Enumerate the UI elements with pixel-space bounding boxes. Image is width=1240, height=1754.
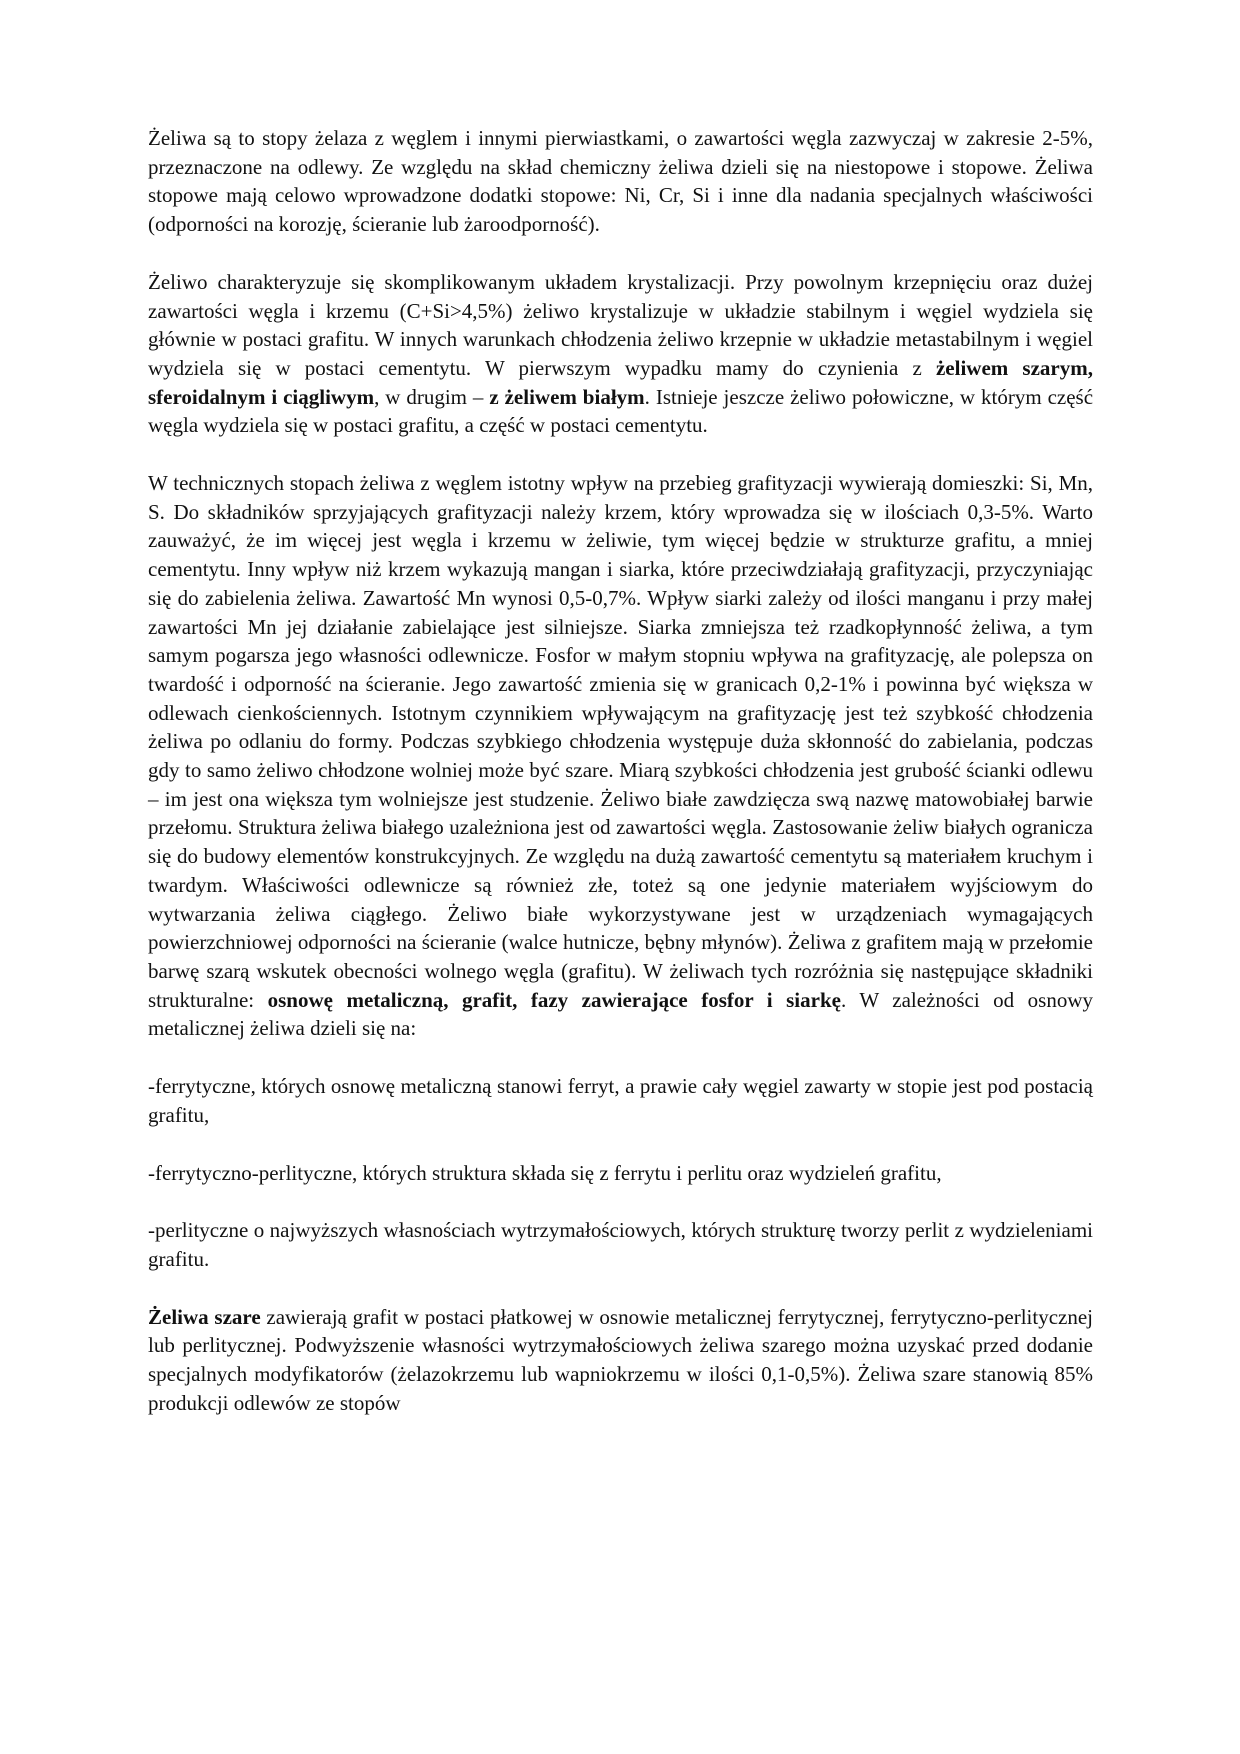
text-run: -ferrytyczne, których osnowę metaliczną stanowi ferryt, a prawie cały węgiel zawarty w stopie jest pod postacią grafitu, xyxy=(148,1074,1093,1127)
paragraph xyxy=(148,1072,1093,1129)
paragraph xyxy=(148,124,1093,239)
paragraph xyxy=(148,1303,1093,1418)
paragraph xyxy=(148,268,1093,440)
bold-text: osnowę metaliczną, grafit, fazy zawierające fosfor i siarkę xyxy=(267,987,841,1012)
paragraph xyxy=(148,469,1093,1043)
text-run: zawierają grafit w postaci płatkowej w osnowie metalicznej ferrytycznej, ferrytyczno-perlitycznej lub perlitycznej. Podwyższenie własności wytrzymałościowych żeliwa szarego można uzyskać przed dodanie specjalnych modyfikatorów (żelazokrzemu lub wapniokrzemu w ilości 0,1-0,5%). Żeliwa szare stanowią 85% produkcji odlewów ze stopów xyxy=(148,1304,1093,1415)
bold-text: z żeliwem białym xyxy=(489,384,645,409)
text-run: -ferrytyczno-perlityczne, których struktura składa się z ferrytu i perlitu oraz wydzieleń grafitu, xyxy=(148,1160,942,1185)
bold-text: Żeliwa szare xyxy=(148,1304,261,1329)
text-run: Żeliwo charakteryzuje się skomplikowanym układem krystalizacji. Przy powolnym krzepnięciu oraz dużej zawartości węgla i krzemu (C+Si>4,5%) żeliwo krystalizuje w układzie stabilnym i węgiel wydziela się głównie w postaci grafitu. W innych warunkach chłodzenia żeliwo krzepnie w układzie metastabilnym i węgiel wydziela się w postaci cementytu. W pierwszym wypadku mamy do czynienia z xyxy=(148,269,1093,380)
text-run: . W zależności od osnowy metalicznej żeliwa dzieli się na: xyxy=(148,987,1093,1041)
text-run: -perlityczne o najwyższych własnościach wytrzymałościowych, których strukturę tworzy perlit z wydzieleniami grafitu. xyxy=(148,1218,1093,1271)
paragraph xyxy=(148,1159,1093,1188)
paragraph xyxy=(148,1216,1093,1273)
text-run: W technicznych stopach żeliwa z węglem istotny wpływ na przebieg grafityzacji wywierają domieszki: Si, Mn, S. Do składników sprzyjających grafityzacji należy krzem, który wprowadza się w ilościach 0,3-5%. Warto zauważyć, że im więcej jest węgla i krzemu w żeliwie, tym więcej będzie w strukturze grafitu, a mniej cementytu. Inny wpływ niż krzem wykazują mangan i siarka, które przeciwdziałają grafityzacji, przyczyniając się do zabielenia żeliwa. Zawartość Mn wynosi 0,5-0,7%. Wpływ siarki zależy od ilości manganu i przy małej zawartości Mn jej działanie zabielające jest silniejsze. Siarka zmniejsza też rzadkopłynność żeliwa, a tym samym pogarsza jego własności odlewnicze. Fosfor w małym stopniu wpływa na grafityzację, ale polepsza on twardość i odporność na ścieranie. Jego zawartość zmienia się w granicach 0,2-1% i powinna być większa w odlewach cienkościennych. Istotnym czynnikiem wpływającym na grafityzację jest też szybkość chłodzenia żeliwa po odlaniu do formy. Podczas szybkiego chłodzenia występuje duża skłonność do zabielania, podczas gdy to samo żeliwo chłodzone wolniej może być szare. Miarą szybkości chłodzenia jest grubość ścianki odlewu – im jest ona większa tym wolniejsze jest studzenie. Żeliwo białe zawdzięcza swą nazwę matowobiałej barwie przełomu. Struktura żeliwa białego uzależniona jest od zawartości węgla. Zastosowanie żeliw białych ogranicza się do budowy elementów konstrukcyjnych. Ze względu na dużą zawartość cementytu są materiałem kruchym i twardym. Właściwości odlewnicze są również złe, toteż są one jedynie materiałem wyjściowym do wytwarzania żeliwa ciągłego. Żeliwo białe wykorzystywane jest w urządzeniach wymagających powierzchniowej odporności na ścieranie (walce hutnicze, bębny młynów). Żeliwa z grafitem mają w przełomie barwę szarą wskutek obecności wolnego węgla (grafitu). W żeliwach tych rozróżnia się następujące składniki strukturalne: xyxy=(148,471,1093,1012)
text-run: , w drugim – xyxy=(374,384,490,409)
bold-text: żeliwem szarym, sferoidalnym i ciągliwym xyxy=(148,355,1093,409)
text-run: Żeliwa są to stopy żelaza z węglem i innymi pierwiastkami, o zawartości węgla zazwyczaj w zakresie 2-5%, przeznaczone na odlewy. Ze względu na skład chemiczny żeliwa dzieli się na niestopowe i stopowe. Żeliwa stopowe mają celowo wprowadzone dodatki stopowe: Ni, Cr, Si i inne dla nadania specjalnych właściwości (odporności na korozję, ścieranie lub żaroodporność). xyxy=(148,126,1093,237)
document-page xyxy=(148,124,1093,1417)
text-run: . Istnieje jeszcze żeliwo połowiczne, w którym część węgla wydziela się w postaci grafitu, a część w postaci cementytu. xyxy=(148,384,1094,438)
